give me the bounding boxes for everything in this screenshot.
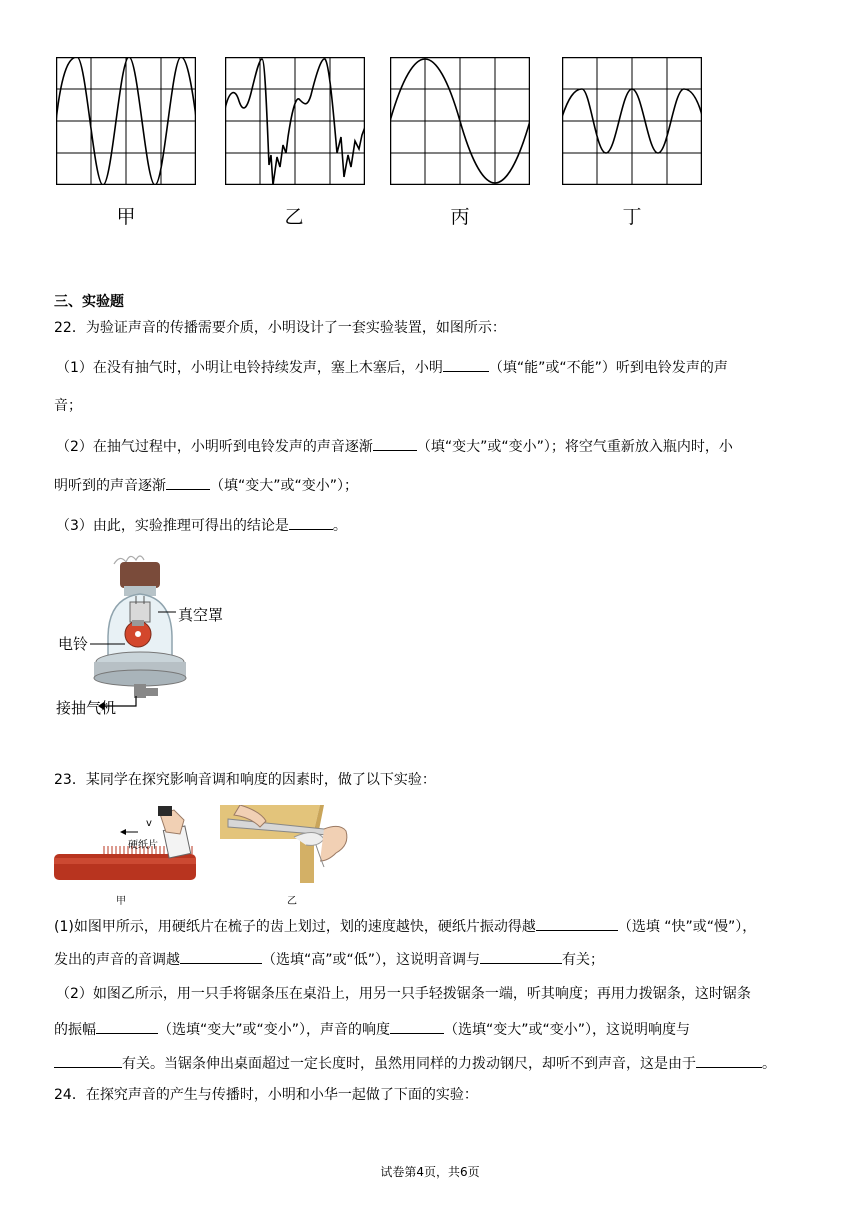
waveform-ding-label: 丁	[622, 206, 642, 228]
q23-p2g: 。	[762, 1056, 776, 1072]
q23-part1-line1	[54, 916, 756, 937]
q23-part1-line2	[54, 949, 604, 970]
q23-part2-line3	[54, 1053, 776, 1074]
q23-p1e: 有关；	[562, 952, 605, 968]
q23-stem: 23．某同学在探究影响音调和响度的因素时，做了以下实验：	[54, 772, 436, 788]
q23-blank-1[interactable]	[536, 916, 618, 931]
bell-jar-figure	[90, 550, 240, 720]
q23-blank-6[interactable]	[54, 1053, 122, 1068]
q23-p2c: （选填“变大”或“变小”），声音的响度	[158, 1022, 391, 1038]
q22-p3b: 。	[332, 518, 347, 534]
q22-p2c: 明听到的声音逐渐	[54, 478, 166, 494]
comb-body	[54, 854, 196, 880]
section-title: 三、实验题	[54, 294, 124, 310]
q22-p3a: （3）由此，实验推理可得出的结论是	[56, 518, 289, 534]
saw-blade-figure	[220, 805, 362, 883]
q23-part2-line1: （2）如图乙所示，用一只手将锯条压在桌沿上，用另一只手轻拨锯条一端，听其响度；再用力拨锯条，这时锯条	[56, 986, 751, 1002]
q22-part1-line1	[56, 357, 728, 378]
pump-connection-label: 接抽气机	[56, 699, 117, 717]
card-label: 硬纸片	[128, 840, 158, 851]
q22-part1-line2: 音；	[54, 398, 82, 414]
q23-p2f: 有关。当锯条伸出桌面超过一定长度时，虽然用同样的力拨动钢尺，却听不到声音，这是由于	[122, 1056, 696, 1072]
q22-part2-line1	[56, 436, 733, 457]
comb-figure	[54, 806, 199, 884]
waveform-bing-graph	[390, 57, 530, 185]
waveform-yi-label: 乙	[284, 206, 304, 228]
q24-stem: 24．在探究声音的产生与传播时，小明和小华一起做了下面的实验：	[54, 1087, 478, 1103]
electric-bell-label: 电铃	[58, 635, 89, 653]
q22-part3	[56, 515, 347, 536]
q22-blank-2[interactable]	[373, 436, 417, 451]
waveform-ding-graph	[562, 57, 702, 185]
q23-blank-7[interactable]	[696, 1053, 762, 1068]
q23-p2d: （选填“变大”或“变小”），这说明响度与	[444, 1022, 691, 1038]
fig-jia-label: 甲	[116, 896, 126, 907]
q22-p1b: （填“能”或“不能”）听到电铃发声的声	[488, 360, 728, 376]
q23-p1b: （选填 “快”或“慢”），	[617, 919, 757, 935]
waveform-yi-graph	[225, 57, 365, 185]
q23-blank-4[interactable]	[96, 1019, 158, 1034]
q23-blank-2[interactable]	[180, 949, 262, 964]
page-footer: 试卷第4页，共6页	[380, 1165, 480, 1179]
velocity-label: v	[146, 818, 152, 829]
q22-p2d: （填“变大”或“变小”）；	[210, 478, 359, 494]
vacuum-cover-label: 真空罩	[178, 606, 224, 624]
q23-p2b: 的振幅	[54, 1022, 96, 1038]
q23-blank-5[interactable]	[390, 1019, 444, 1034]
q22-blank-3[interactable]	[166, 475, 210, 490]
q22-part2-line2	[54, 475, 358, 496]
q22-stem: 22．为验证声音的传播需要介质，小明设计了一套实验装置，如图所示：	[54, 320, 506, 336]
q22-p2b: （填“变大”或“变小”）；将空气重新放入瓶内时，小	[416, 439, 733, 455]
q22-p2a: （2）在抽气过程中，小明听到电铃发声的声音逐渐	[56, 439, 373, 455]
q23-part2-line2	[54, 1019, 690, 1040]
q23-p1a: (1)如图甲所示，用硬纸片在梳子的齿上划过，划的速度越快，硬纸片振动得越	[54, 919, 536, 935]
q22-blank-4[interactable]	[289, 515, 333, 530]
waveform-jia-graph	[56, 57, 196, 185]
q23-blank-3[interactable]	[480, 949, 562, 964]
q22-blank-1[interactable]	[443, 357, 489, 372]
q23-p1d: （选填“高”或“低”），这说明音调与	[262, 952, 481, 968]
q23-p1c: 发出的声音的音调越	[54, 952, 180, 968]
q22-p1a: （1）在没有抽气时，小明让电铃持续发声，塞上木塞后，小明	[56, 360, 443, 376]
waveform-jia-label: 甲	[116, 206, 136, 228]
fig-yi-label: 乙	[287, 896, 297, 907]
waveform-bing-label: 丙	[450, 206, 470, 228]
